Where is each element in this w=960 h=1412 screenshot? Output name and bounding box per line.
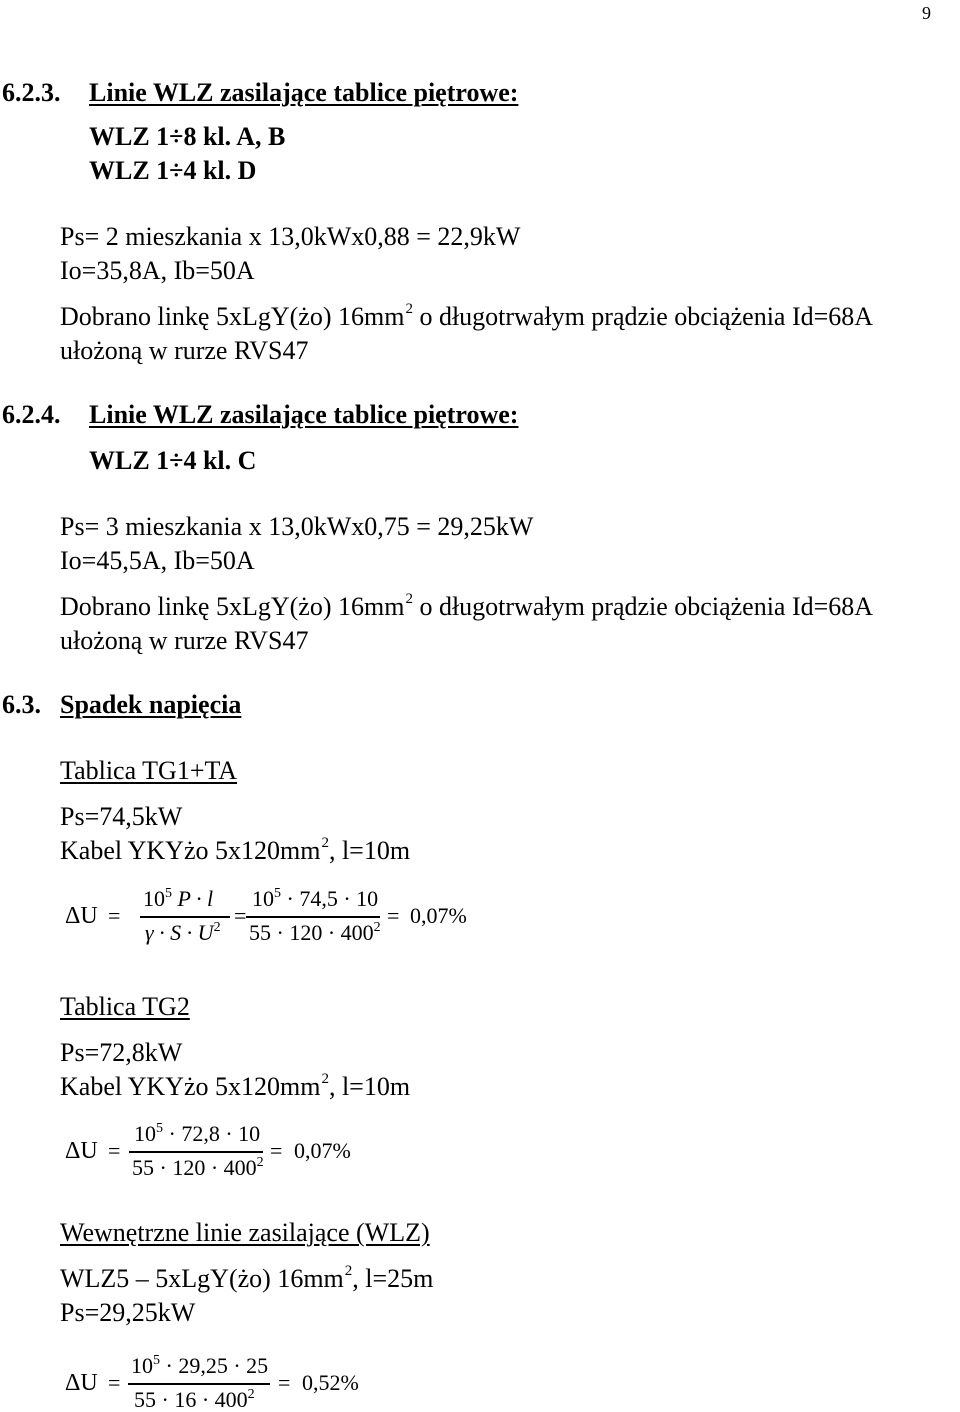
tg2-eq-sign-2: = bbox=[270, 1138, 283, 1163]
wlz-eq-sign-2: = bbox=[278, 1370, 291, 1395]
tg1-result: 0,07% bbox=[410, 903, 467, 928]
tg2-num: $10^5 \cdot 72,8 \cdot 10$ bbox=[134, 1121, 261, 1146]
wlz-eq-sign-1: = bbox=[108, 1370, 121, 1395]
tg2-ps: Ps=72,8kW bbox=[60, 1038, 183, 1067]
wlz-num: $10^5 \cdot 29,25 \cdot 25$ bbox=[131, 1353, 269, 1378]
ulozona-line-623: ułożoną w rurze RVS47 bbox=[60, 336, 309, 365]
wlz-line: WLZ5 – 5xLgY(żo) $16mm^2$, l=25m bbox=[60, 1263, 434, 1293]
tg1-ps: Ps=74,5kW bbox=[60, 802, 183, 831]
tg2-frac-line bbox=[129, 1151, 263, 1153]
tg1-eq-sign-1: = bbox=[108, 903, 121, 928]
wlz-line-624: WLZ 1÷4 kl. C bbox=[89, 446, 257, 475]
tg1-den-2: $55 \cdot 120 \cdot 400^2$ bbox=[249, 920, 381, 945]
tg1-frac-line-2 bbox=[246, 916, 380, 918]
tg2-eq-sign-1: = bbox=[108, 1138, 121, 1163]
section-number-623: 6.2.3. bbox=[2, 78, 61, 107]
tg2-title: Tablica TG2 bbox=[60, 992, 190, 1021]
tg1-eq-sign-3: = bbox=[387, 903, 400, 928]
tg2-kabel: Kabel YKYżo $5x120mm^2$, l=10m bbox=[60, 1071, 411, 1101]
wlz-title: Wewnętrzne linie zasilające (WLZ) bbox=[60, 1218, 430, 1247]
wlz-line-623-2: WLZ 1÷4 kl. D bbox=[89, 156, 257, 185]
section-number-624: 6.2.4. bbox=[2, 400, 61, 429]
tg1-eq-sign-2: = bbox=[234, 903, 247, 928]
page-number: 9 bbox=[922, 3, 931, 23]
tg1-title: Tablica TG1+TA bbox=[60, 756, 238, 785]
section-number-63: 6.3. bbox=[2, 690, 41, 719]
tg1-num-2: $10^5 \cdot 74,5 \cdot 10$ bbox=[252, 886, 379, 911]
section-heading-624: Linie WLZ zasilające tablice piętrowe: bbox=[89, 400, 519, 429]
tg1-delta-u: ΔU bbox=[65, 903, 98, 929]
wlz-delta-u: ΔU bbox=[65, 1370, 98, 1396]
dobrano-line-623: Dobrano linkę 5xLgY(żo) $16mm^2$ o długotrwałym prądzie obciążenia Id=68A bbox=[60, 301, 874, 331]
io-line-623: Io=35,8A, Ib=50A bbox=[60, 256, 255, 285]
ulozona-line-624: ułożoną w rurze RVS47 bbox=[60, 626, 309, 655]
tg2-den: $55 \cdot 120 \cdot 400^2$ bbox=[132, 1155, 264, 1180]
ps-line-623: Ps= 2 mieszkania x 13,0kWx0,88 = 22,9kW bbox=[60, 222, 521, 251]
wlz-ps: Ps=29,25kW bbox=[60, 1298, 196, 1327]
dobrano-line-624: Dobrano linkę 5xLgY(żo) $16mm^2$ o długotrwałym prądzie obciążenia Id=68A bbox=[60, 591, 874, 621]
wlz-frac-line bbox=[128, 1383, 270, 1385]
wlz-line-623-1: WLZ 1÷8 kl. A, B bbox=[89, 122, 286, 151]
section-heading-623: Linie WLZ zasilające tablice piętrowe: bbox=[89, 78, 519, 107]
tg2-result: 0,07% bbox=[294, 1138, 351, 1163]
tg2-delta-u: ΔU bbox=[65, 1138, 98, 1164]
tg1-num-1: $10^5$ P · l bbox=[143, 886, 214, 911]
section-heading-63: Spadek napięcia bbox=[60, 690, 242, 719]
tg1-frac-line-1 bbox=[140, 916, 230, 918]
ps-line-624: Ps= 3 mieszkania x 13,0kWx0,75 = 29,25kW bbox=[60, 512, 534, 541]
tg1-kabel: Kabel YKYżo $5x120mm^2$, l=10m bbox=[60, 835, 411, 865]
tg1-den-1: $\gamma \cdot S \cdot U^2$ bbox=[145, 920, 221, 945]
wlz-den: $55 \cdot 16 \cdot 400^2$ bbox=[134, 1387, 255, 1412]
io-line-624: Io=45,5A, Ib=50A bbox=[60, 546, 255, 575]
wlz-result: 0,52% bbox=[302, 1370, 359, 1395]
